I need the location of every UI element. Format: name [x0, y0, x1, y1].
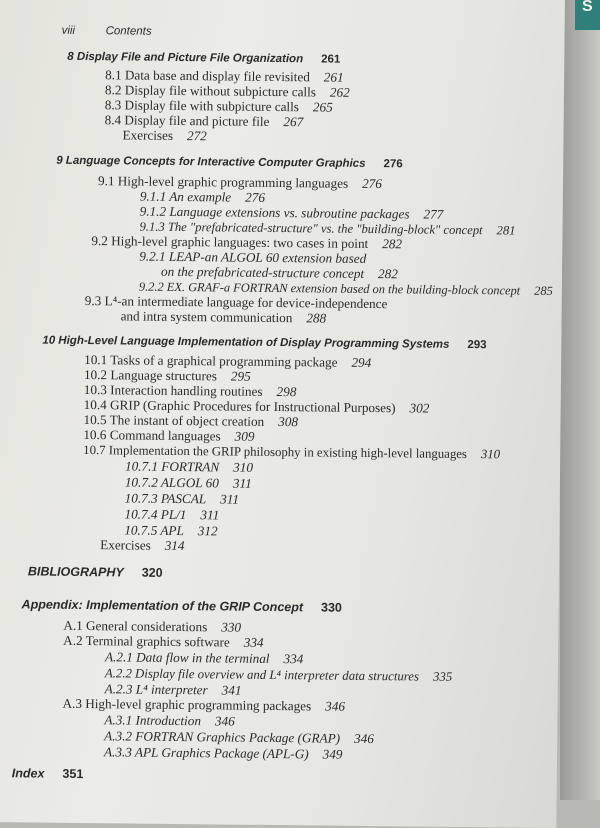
- bibliography-title: BIBLIOGRAPHY: [27, 564, 124, 580]
- toc-entry: 10.1 Tasks of a graphical programming package 294: [84, 352, 372, 371]
- toc-entry: 8.4 Display file and picture file 267: [104, 112, 304, 130]
- toc-entry: A.3.1 Introduction 346: [104, 712, 235, 729]
- toc-entry: A.2 Terminal graphics software 334: [63, 632, 264, 650]
- toc-entry: A.3.3 APL Graphics Package (APL-G) 349: [103, 744, 343, 762]
- bibliography-page: 320: [141, 565, 163, 580]
- header-title: Contents: [105, 25, 152, 38]
- toc-entry: 10.7.4 PL/1 311: [124, 506, 220, 523]
- appendix-heading: [22, 597, 342, 614]
- chapter-8-title: 8 Display File and Picture File Organization: [67, 50, 304, 66]
- chapter-9-heading: [56, 155, 403, 171]
- toc-entry: 10.7.3 PASCAL 311: [124, 490, 240, 507]
- toc-entry: 8.2 Display file without subpicture calls 262: [104, 82, 350, 100]
- chapter-10-title: 10 High-Level Language Implementation of Display Programming Systems: [42, 334, 450, 351]
- toc-entry: 10.7.2 ALGOL 60 311: [124, 474, 252, 491]
- toc-entry: 9.2.2 EX. GRAF-a FORTRAN extension based on the building-block concept 285: [138, 279, 553, 298]
- toc-entry: 9.1 High-level graphic programming languages 276: [97, 173, 382, 192]
- toc-entry: 10.6 Command languages 309: [83, 427, 255, 444]
- chapter-8-heading: [67, 51, 340, 66]
- toc-entry: 9.1.2 Language extensions vs. subroutine packages 277: [139, 203, 444, 222]
- toc-entry: 9.1.1 An example 276: [139, 188, 266, 205]
- toc-entry: 10.4 GRIP (Graphic Procedures for Instructional Purposes) 302: [83, 397, 430, 416]
- toc-entry: 10.7.5 APL 312: [124, 522, 218, 539]
- appendix-page: 330: [320, 600, 343, 615]
- chapter-10-heading: [42, 335, 486, 352]
- toc-entry: 8.1 Data base and display file revisited 261: [105, 67, 344, 85]
- chapter-9-title: 9 Language Concepts for Interactive Computer Graphics: [56, 154, 366, 170]
- header-roman: viii: [61, 24, 76, 37]
- toc-entry: Exercises 314: [100, 537, 185, 554]
- index-title: Index: [11, 766, 45, 781]
- index-page: 351: [62, 766, 84, 782]
- toc-entry: 9.2.1 LEAP-an ALGOL 60 extension based: [139, 248, 367, 266]
- toc-entry: 10.7 Implementation the GRIP philosophy in existing high-level languages 310: [83, 443, 501, 462]
- toc-entry: 10.7.1 FORTRAN 310: [124, 458, 254, 475]
- toc-entry: A.3.2 FORTRAN Graphics Package (GRAP) 346: [104, 728, 374, 747]
- chapter-8-page: 261: [321, 53, 341, 66]
- page-shadow: [560, 0, 600, 800]
- toc-entry: 10.3 Interaction handling routines 298: [83, 382, 297, 400]
- toc-entry: A.2.1 Data flow in the terminal 334: [104, 649, 304, 667]
- toc-entry: 10.2 Language structures 295: [83, 367, 251, 384]
- toc-entry: 10.5 The instant of object creation 308: [83, 412, 299, 430]
- bibliography-heading: [28, 564, 163, 579]
- toc-entry: Exercises 272: [122, 127, 207, 144]
- toc-entry: 9.1.3 The "prefabricated-structure" vs. the "building-block" concept 281: [139, 219, 516, 238]
- toc-entry: A.1 General considerations 330: [63, 617, 242, 635]
- toc-entry: A.2.2 Display file overview and L⁴ interpreter data structures 335: [104, 666, 453, 684]
- chapter-10-page: 293: [467, 339, 487, 352]
- toc-entry: 9.2 High-level graphic languages: two cases in point 282: [91, 233, 403, 252]
- toc-entry: on the prefabricated-structure concept 282: [161, 263, 398, 282]
- toc-entry: A.3 High-level graphic programming packages 346: [62, 695, 346, 714]
- toc-entry: 9.3 L⁴-an intermediate language for device-independence: [84, 293, 388, 312]
- cover-letter: S: [582, 0, 593, 15]
- toc-entry: A.2.3 L⁴ interpreter 341: [104, 681, 242, 698]
- toc-entry: 8.3 Display file with subpicture calls 265: [104, 97, 333, 115]
- chapter-9-page: 276: [383, 158, 403, 171]
- toc-entry: and intra system communication 288: [120, 308, 327, 326]
- appendix-title: Appendix: Implementation of the GRIP Concept: [21, 597, 304, 615]
- index-heading: [12, 766, 84, 781]
